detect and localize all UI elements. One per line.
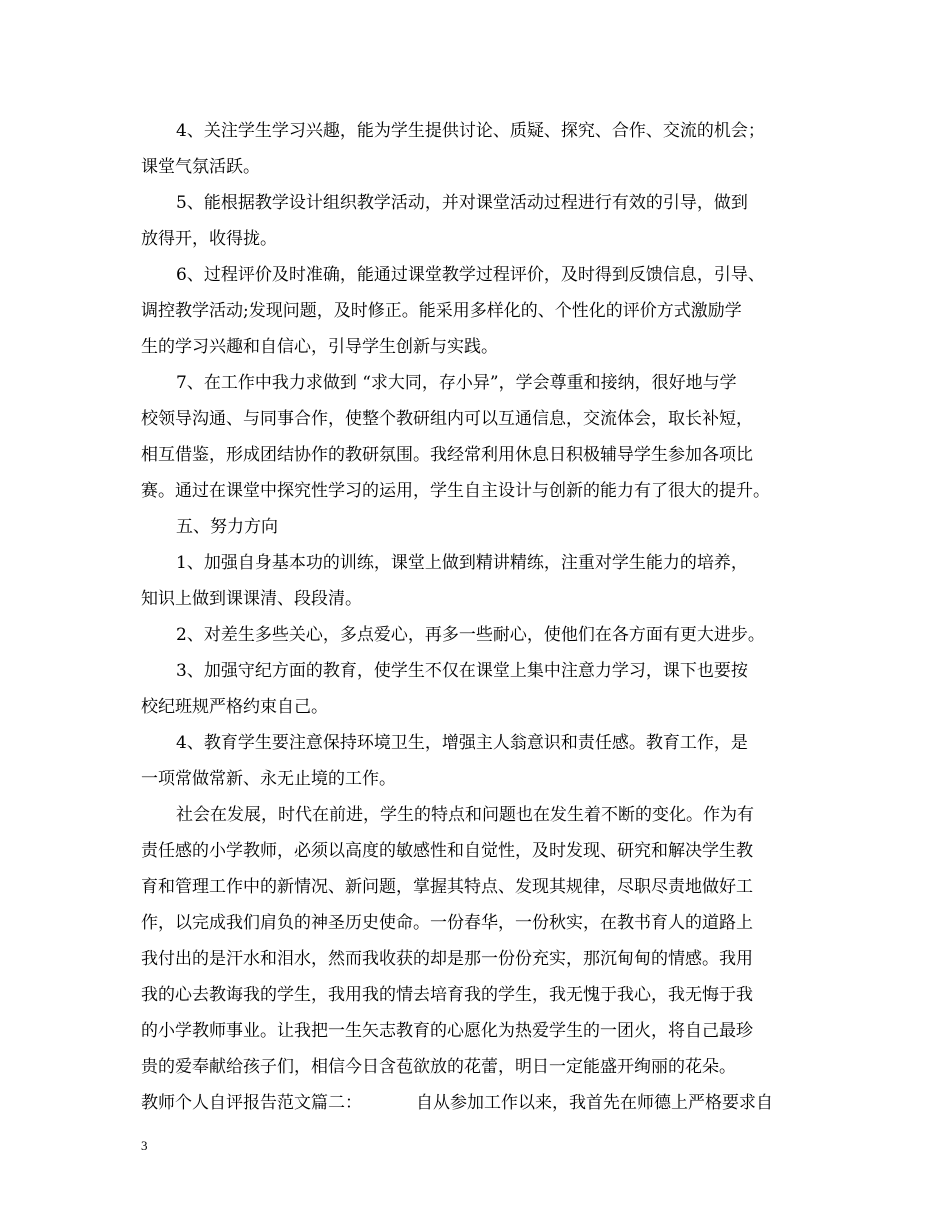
text-line: 一项常做常新、永无止境的工作。 [141,769,396,789]
text-line: 教师个人自评报告范文篇二： 自从参加工作以来，我首先在师德上严格要求自 [141,1093,774,1113]
text-line: 3、加强守纪方面的教育，使学生不仅在课堂上集中注意力学习，课下也要按 [176,661,748,681]
text-line: 1、加强自身基本功的训练，课堂上做到精讲精练，注重对学生能力的培养， [176,553,748,573]
text-line: 放得开，收得拢。 [141,229,277,249]
text-line: 作，以完成我们肩负的神圣历史使命。一份春华，一份秋实，在教书育人的道路上 [141,913,753,933]
text-line: 社会在发展，时代在前进，学生的特点和问题也在发生着不断的变化。作为有 [176,805,754,825]
text-line: 生的学习兴趣和自信心，引导学生创新与实践。 [141,337,498,357]
text-line: 4、关注学生学习兴趣，能为学生提供讨论、质疑、探究、合作、交流的机会； [176,121,765,141]
text-line: 的小学教师事业。让我把一生矢志教育的心愿化为热爱学生的一团火，将自己最珍 [141,1021,753,1041]
text-line: 7、在工作中我力求做到 “求大同，存小异”，学会尊重和接纳，很好地与学 [176,373,737,393]
text-line: 育和管理工作中的新情况、新问题，掌握其特点、发现其规律，尽职尽责地做好工 [141,877,753,897]
page-number: 3 [141,1138,148,1153]
section-heading: 五、努力方向 [176,517,278,537]
text-line: 校领导沟通、与同事合作，使整个教研组内可以互通信息，交流体会，取长补短， [141,409,753,429]
text-line: 2、对差生多些关心，多点爱心，再多一些耐心，使他们在各方面有更大进步。 [176,625,765,645]
text-line: 6、过程评价及时准确，能通过课堂教学过程评价，及时得到反馈信息，引导、 [176,265,765,285]
text-line: 课堂气氛活跃。 [141,157,260,177]
text-line: 相互借鉴，形成团结协作的教研氛围。我经常利用休息日积极辅导学生参加各项比 [141,445,753,465]
text-line: 知识上做到课课清、段段清。 [141,589,362,609]
text-line: 我的心去教诲我的学生，我用我的情去培育我的学生，我无愧于我心，我无悔于我 [141,985,753,1005]
text-line: 责任感的小学教师，必须以高度的敏感性和自觉性，及时发现、研究和解决学生教 [141,841,753,861]
text-line: 贵的爱奉献给孩子们，相信今日含苞欲放的花蕾，明日一定能盛开绚丽的花朵。 [141,1057,736,1077]
text-line: 赛。通过在课堂中探究性学习的运用，学生自主设计与创新的能力有了很大的提升。 [141,481,770,501]
text-line: 调控教学活动;发现问题，及时修正。能采用多样化的、个性化的评价方式激励学 [141,301,742,321]
text-line: 我付出的是汗水和泪水，然而我收获的却是那一份份充实，那沉甸甸的情感。我用 [141,949,753,969]
text-line: 4、教育学生要注意保持环境卫生，增强主人翁意识和责任感。教育工作，是 [176,733,748,753]
text-line: 校纪班规严格约束自己。 [141,697,328,717]
text-line: 5、能根据教学设计组织教学活动，并对课堂活动过程进行有效的引导，做到 [176,193,748,213]
